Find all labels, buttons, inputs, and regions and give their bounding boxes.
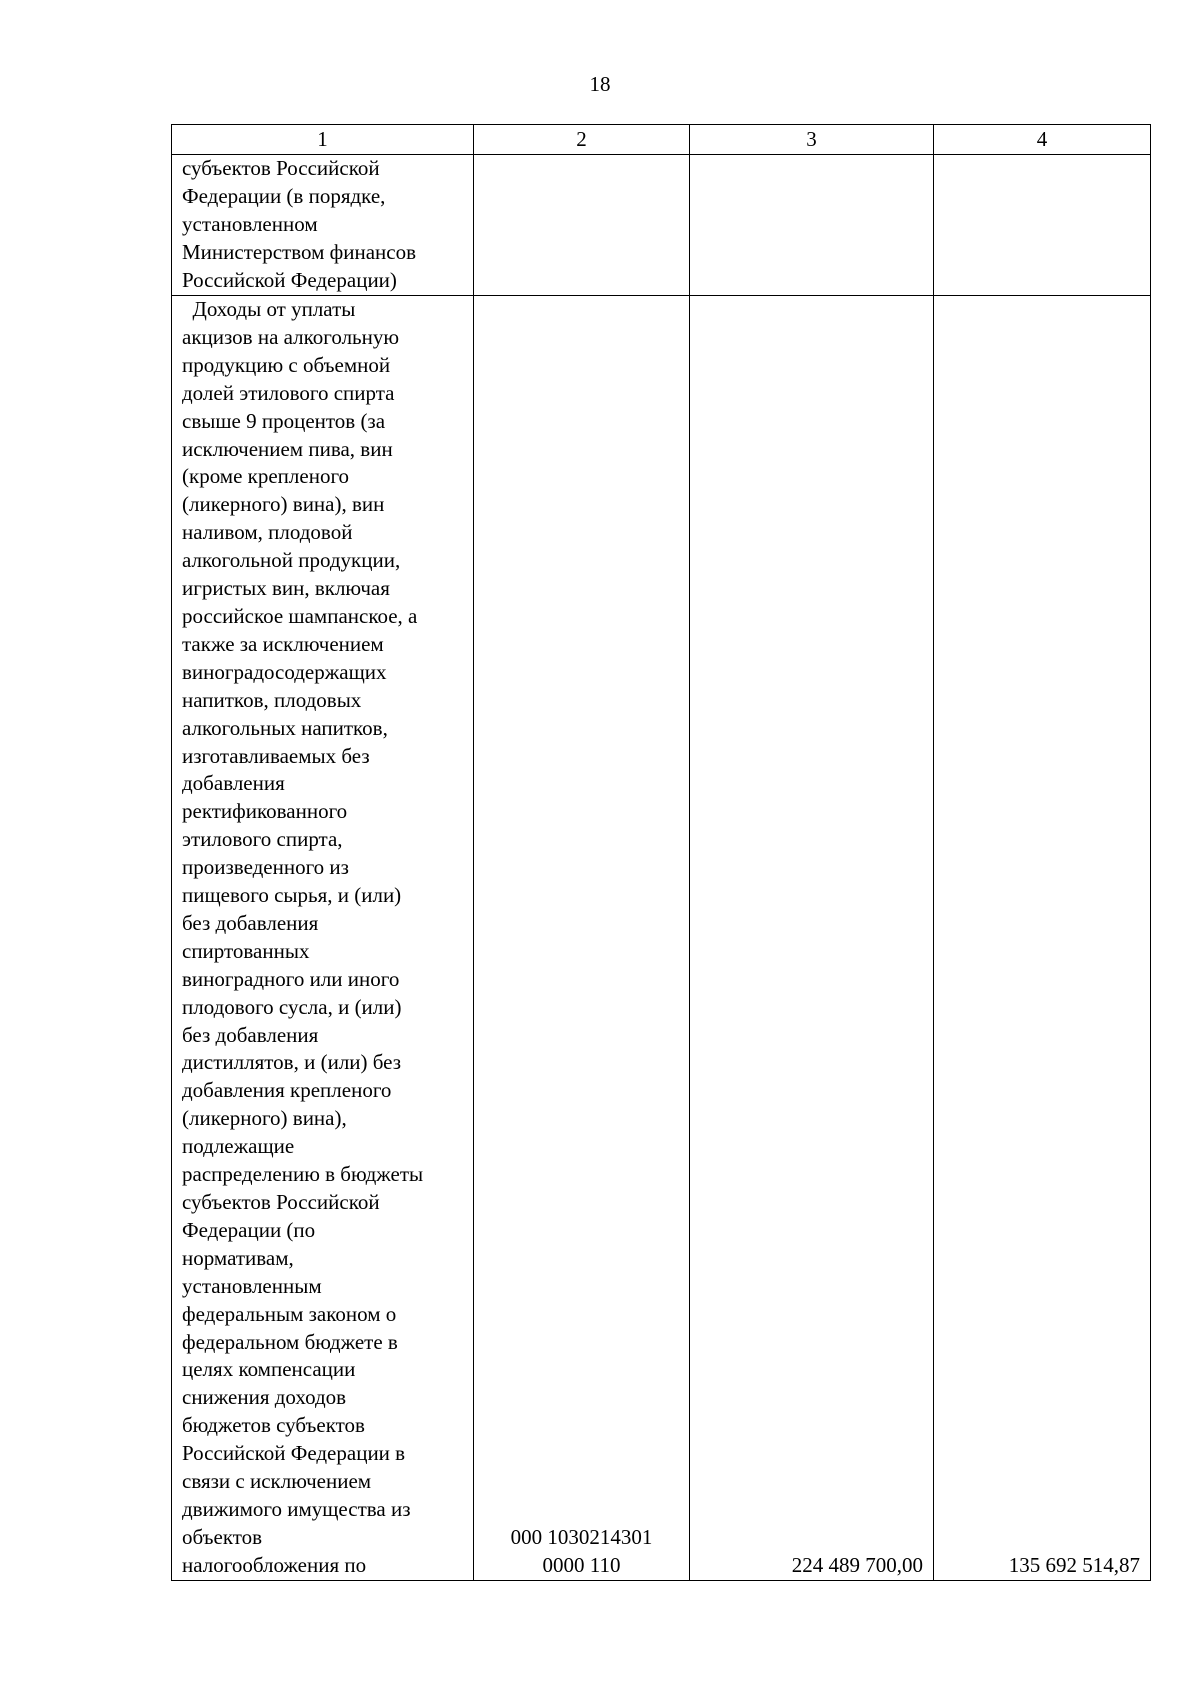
row-value-3: 224 489 700,00 (690, 296, 934, 1581)
column-header-2: 2 (474, 125, 690, 155)
row-code: 000 1030214301 0000 110 (474, 296, 690, 1581)
column-header-1: 1 (172, 125, 474, 155)
table-row (172, 296, 1151, 1581)
page-number: 18 (589, 72, 611, 96)
row-description: Доходы от уплаты акцизов на алкогольную продукцию с объемной долей этилового спирта свыше 9 процентов (за исключением пива, вин (кроме крепленого (ликерного) вина), вин наливом, плодовой алкогольной продукции, игристых вин, включая российское шампанское, а также за исключением виноградосодержащих напитков, плодовых алкогольных напитков, изготавливаемых без добавления ректификованного этилового спирта, произведенного из пищевого сырья, и (или) без добавления спиртованных виноградного или иного плодового сусла, и (или) без добавления дистиллятов, и (или) без добавления крепленого (ликерного) вина), подлежащие распределению в бюджеты субъектов Российской Федерации (по нормативам, установленным федеральным законом о федеральном бюджете в целях компенсации снижения доходов бюджетов субъектов Российской Федерации в связи с исключением движимого имущества из объектов налогообложения по (172, 296, 474, 1581)
row-value-4 (934, 155, 1151, 296)
column-header-4: 4 (934, 125, 1151, 155)
column-header-3: 3 (690, 125, 934, 155)
row-value-3 (690, 155, 934, 296)
row-value-4: 135 692 514,87 (934, 296, 1151, 1581)
table-row (172, 155, 1151, 296)
row-description: субъектов Российской Федерации (в порядке, установленном Министерством финансов Российской Федерации) (172, 155, 474, 296)
budget-table (171, 124, 1151, 1581)
table-header-row (172, 125, 1151, 155)
row-code (474, 155, 690, 296)
